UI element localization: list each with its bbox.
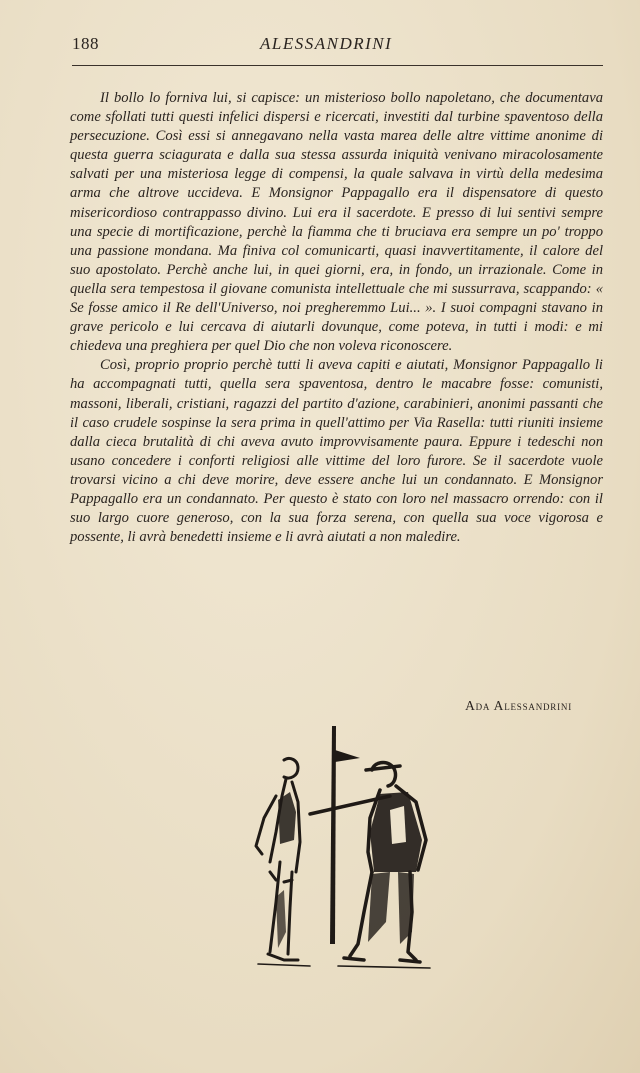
header-rule: [72, 65, 603, 66]
execution-illustration: [240, 722, 440, 974]
page-header: [72, 34, 602, 58]
paragraph-2: Così, proprio proprio perchè tutti li aveva capiti e aiutati, Monsignor Pappagallo li ha accompagnati tutti, quella sera spaventosa, dentro le macabre fosse: comunisti, massoni, liberali, cristiani, ragazzi del partito d'azione, carabinieri, anonimi passanti che il caso crudele sospinse la sera prima in quell'attimo per Via Rasella: tutti riuniti insieme dalla cieca brutalità di chi aveva avuto improvvisamente paura. Eppure i tedeschi non usano concedere i conforti religiosi alle vittime del loro furore. Se il sacerdote vuole trovarsi vicino a chi deve morire, deve essere anche lui un condannato. E Monsignor Pappagallo era un condannato. Per questo è stato con loro nel massacro orrendo: con il suo largo cuore generoso, con la sua forza serena, con quella sua voce vigorosa e possente, li avrà benedetti insieme e li avrà aiutati a non maledire.: [70, 357, 603, 546]
running-title: ALESSANDRINI: [260, 34, 393, 53]
paragraph-1: Il bollo lo forniva lui, si capisce: un misterioso bollo napoletano, che documentava come sfollati tutti questi infelici dispersi e ricercati, investiti dal turbine spaventoso della persecuzione. Così essi si annegavano nella vasta marea delle altre vittime anonime di questa guerra sciagurata e dalla sua stessa assurda iniquità venivano miracolosamente salvati per una misteriosa legge di compensi, la quale salvava in virtù della medesima arma che altrove uccideva. E Monsignor Pappagallo era il dispensatore di questo misericordioso contrappasso divino. Lui era il sacerdote. E presso di lui sentivi sempre una specie di mortificazione, perchè la fiamma che ti bruciava era sempre un po' troppo una passione mondana. Ma finiva col comunicarti, quasi inavvertitamente, il calore del suo apostolato. Perchè anche lui, in quei giorni, era, in fondo, un irrazionale. Come in quella sera tempestosa il giovane comunista intellettuale che mi sussurrava, scappando: « Se fosse amico il Re dell'Universo, noi pregheremmo Lui... ». I suoi compagni stavano in grave pericolo e lui cercava di aiutarli dovunque, come poteva, in tutti i modi: e mi chiedeva una preghiera per quel Dio che non voleva riconoscere.: [70, 90, 603, 355]
body-text: [70, 89, 603, 547]
page-number: 188: [72, 34, 99, 53]
author-signature: Ada Alessandrini: [465, 698, 572, 713]
